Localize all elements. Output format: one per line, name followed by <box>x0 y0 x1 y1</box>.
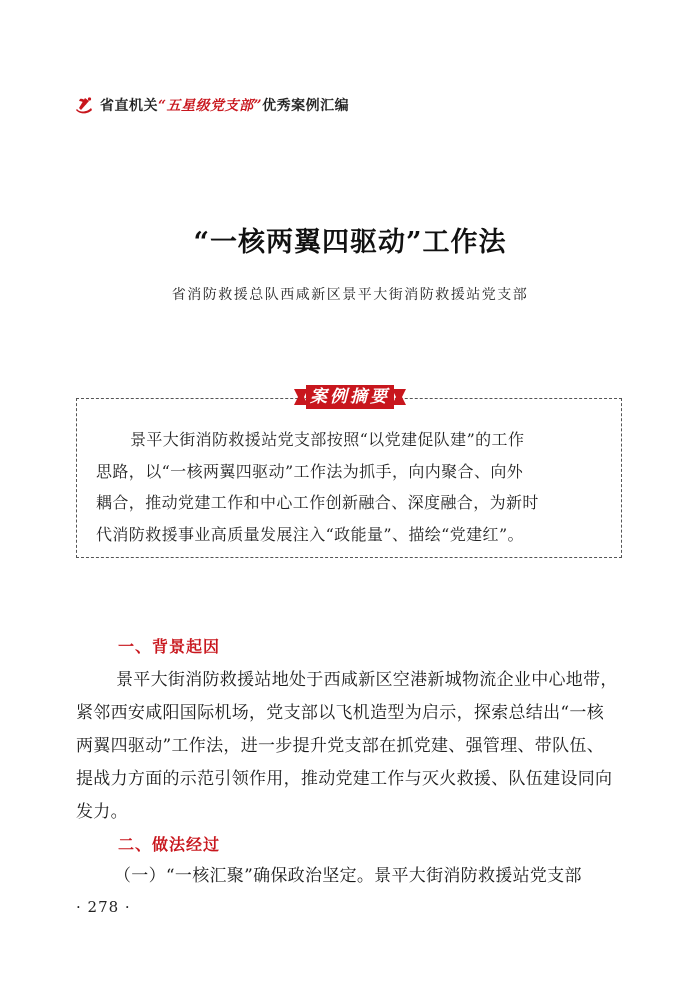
article-subtitle: 省消防救援总队西咸新区景平大街消防救援站党支部 <box>171 287 529 303</box>
paragraph-line: 紧邻西安咸阳国际机场，党支部以飞机造型为启示，探索总结出“一核 <box>76 703 604 723</box>
abstract-line: 景平大街消防救援站党支部按照“以党建促队建”的工作 <box>130 430 525 449</box>
paragraph-line: 提战力方面的示范引领作用，推动党建工作与灭火救援、队伍建设同向 <box>76 769 613 789</box>
party-emblem-icon <box>74 95 94 115</box>
abstract-text <box>96 424 606 550</box>
header-prefix: 省直机关 <box>100 98 158 114</box>
running-header <box>74 94 349 116</box>
background-paragraph <box>76 664 626 829</box>
abstract-line: 代消防救援事业高质量发展注入“政能量”、描绘“党建红”。 <box>96 524 524 544</box>
paragraph-line: 发力。 <box>76 802 128 822</box>
article-title: “一核两翼四驱动”工作法 <box>193 227 507 258</box>
paragraph-line: 两翼四驱动”工作法，进一步提升党支部在抓党建、强管理、带队伍、 <box>76 736 604 756</box>
abstract-line: 耦合，推动党建工作和中心工作创新融合、深度融合，为新时 <box>96 493 539 512</box>
section-heading-background: 一、背景起因 <box>118 637 221 656</box>
header-highlight: “五星级党支部” <box>158 98 263 114</box>
abstract-tag <box>294 383 406 411</box>
section-heading-practice: 二、做法经过 <box>118 835 221 854</box>
page-number: · 278 · <box>76 898 131 916</box>
practice-first-line: （一）“一核汇聚”确保政治坚定。景平大街消防救援站党支部 <box>114 866 582 886</box>
header-suffix: 优秀案例汇编 <box>262 98 350 114</box>
paragraph-line: 景平大街消防救援站地处于西咸新区空港新城物流企业中心地带， <box>116 670 618 690</box>
abstract-tag-label: 案例摘要 <box>310 387 390 407</box>
abstract-line: 思路，以“一核两翼四驱动”工作法为抓手，向内聚合、向外 <box>96 461 524 481</box>
